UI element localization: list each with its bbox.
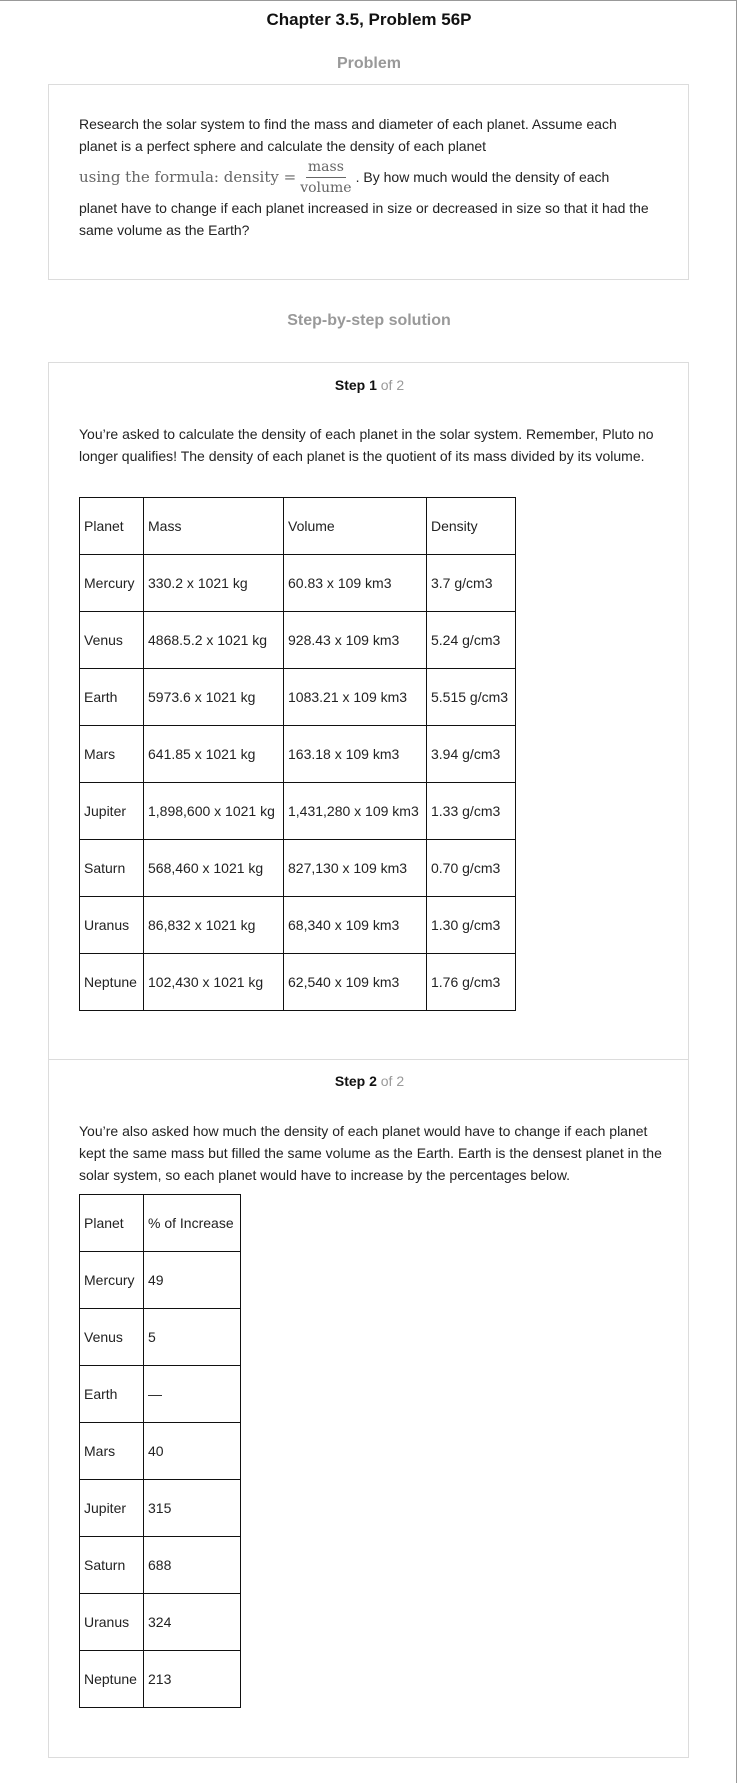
problem-card — [48, 84, 689, 280]
planet-cell: Venus — [80, 612, 144, 669]
step-divider — [49, 1059, 688, 1060]
density-cell: 5.24 g/cm3 — [427, 612, 516, 669]
density-cell: 1.76 g/cm3 — [427, 954, 516, 1011]
table-header-row — [80, 498, 516, 555]
volume-cell: 60.83 x 109 km3 — [284, 555, 427, 612]
table-row — [80, 1423, 241, 1480]
planet-cell: Uranus — [80, 897, 144, 954]
planet-cell: Mars — [80, 1423, 144, 1480]
mass-cell: 568,460 x 1021 kg — [144, 840, 284, 897]
density-cell: 3.7 g/cm3 — [427, 555, 516, 612]
table-row — [80, 1537, 241, 1594]
density-cell: 3.94 g/cm3 — [427, 726, 516, 783]
volume-cell: 928.43 x 109 km3 — [284, 612, 427, 669]
solution-card — [48, 362, 689, 1758]
table-row — [80, 1252, 241, 1309]
problem-line-2: planet have to change if each planet increased in size or decreased in size so that it had the same volume as the Earth? — [79, 200, 649, 238]
mass-cell: 5973.6 x 1021 kg — [144, 669, 284, 726]
solution-heading: Step-by-step solution — [287, 312, 451, 329]
problem-statement — [79, 113, 654, 241]
increase-cell: 213 — [144, 1651, 241, 1708]
table-row — [80, 612, 516, 669]
mass-cell: 4868.5.2 x 1021 kg — [144, 612, 284, 669]
table-row — [80, 726, 516, 783]
density-cell: 1.30 g/cm3 — [427, 897, 516, 954]
table-row — [80, 1480, 241, 1537]
planet-cell: Mercury — [80, 555, 144, 612]
formula-suffix: . By how much would the density of each — [355, 169, 610, 185]
increase-table — [79, 1194, 241, 1708]
planet-cell: Mars — [80, 726, 144, 783]
page-title: Chapter 3.5, Problem 56P — [266, 10, 472, 29]
header-volume: Volume — [284, 498, 427, 555]
increase-cell: — — [144, 1366, 241, 1423]
volume-cell: 827,130 x 109 km3 — [284, 840, 427, 897]
planet-cell: Neptune — [80, 954, 144, 1011]
density-formula — [79, 157, 654, 197]
mass-cell: 102,430 x 1021 kg — [144, 954, 284, 1011]
table-row — [80, 669, 516, 726]
table-row — [80, 1366, 241, 1423]
table-row — [80, 1594, 241, 1651]
table-header-row — [80, 1195, 241, 1252]
header-density: Density — [427, 498, 516, 555]
table-row — [80, 840, 516, 897]
volume-cell: 1,431,280 x 109 km3 — [284, 783, 427, 840]
planet-cell: Jupiter — [80, 1480, 144, 1537]
table-row — [80, 954, 516, 1011]
planet-cell: Mercury — [80, 1252, 144, 1309]
step-2-of: of 2 — [380, 1073, 405, 1089]
header-planet: Planet — [80, 1195, 144, 1252]
density-cell: 1.33 g/cm3 — [427, 783, 516, 840]
step-1-title: Step 1 — [334, 377, 377, 393]
table-row — [80, 555, 516, 612]
step-1-label — [49, 377, 690, 393]
step-2-title: Step 2 — [334, 1073, 377, 1089]
planet-cell: Jupiter — [80, 783, 144, 840]
mass-cell: 330.2 x 1021 kg — [144, 555, 284, 612]
problem-line-1: Research the solar system to find the mass and diameter of each planet. Assume each planet is a perfect sphere and calculate the density of each planet — [79, 116, 617, 154]
mass-cell: 1,898,600 x 1021 kg — [144, 783, 284, 840]
header-increase: % of Increase — [144, 1195, 241, 1252]
mass-cell: 86,832 x 1021 kg — [144, 897, 284, 954]
header-mass: Mass — [144, 498, 284, 555]
volume-cell: 1083.21 x 109 km3 — [284, 669, 427, 726]
table-row — [80, 1651, 241, 1708]
formula-denominator: volume — [300, 179, 352, 196]
planet-cell: Earth — [80, 669, 144, 726]
problem-heading: Problem — [336, 55, 401, 72]
planet-cell: Uranus — [80, 1594, 144, 1651]
step-1-text: You’re asked to calculate the density of each planet in the solar system. Remember, Pluto no longer qualifies! The density of each planet is the quotient of its mass divided by its volume. — [79, 426, 654, 464]
increase-cell: 315 — [144, 1480, 241, 1537]
increase-cell: 5 — [144, 1309, 241, 1366]
table-row — [80, 897, 516, 954]
density-table — [79, 497, 516, 1011]
planet-cell: Saturn — [80, 1537, 144, 1594]
density-cell: 5.515 g/cm3 — [427, 669, 516, 726]
step-2-text: You’re also asked how much the density of each planet would have to change if each planet kept the same mass but filled the same volume as the Earth. Earth is the densest planet in the solar system, so each planet would have to increase by the percentages below. — [79, 1123, 662, 1183]
header-planet: Planet — [80, 498, 144, 555]
table-row — [80, 783, 516, 840]
volume-cell: 62,540 x 109 km3 — [284, 954, 427, 1011]
table-row — [80, 1309, 241, 1366]
planet-cell: Venus — [80, 1309, 144, 1366]
formula-fraction — [298, 158, 353, 197]
increase-cell: 40 — [144, 1423, 241, 1480]
step-1-of: of 2 — [380, 377, 405, 393]
density-cell: 0.70 g/cm3 — [427, 840, 516, 897]
planet-cell: Neptune — [80, 1651, 144, 1708]
planet-cell: Earth — [80, 1366, 144, 1423]
increase-cell: 324 — [144, 1594, 241, 1651]
increase-cell: 49 — [144, 1252, 241, 1309]
formula-prefix: using the formula: density = — [79, 168, 297, 186]
formula-numerator: mass — [306, 158, 346, 178]
volume-cell: 68,340 x 109 km3 — [284, 897, 427, 954]
volume-cell: 163.18 x 109 km3 — [284, 726, 427, 783]
mass-cell: 641.85 x 1021 kg — [144, 726, 284, 783]
step-2-label — [49, 1073, 690, 1089]
planet-cell: Saturn — [80, 840, 144, 897]
increase-cell: 688 — [144, 1537, 241, 1594]
